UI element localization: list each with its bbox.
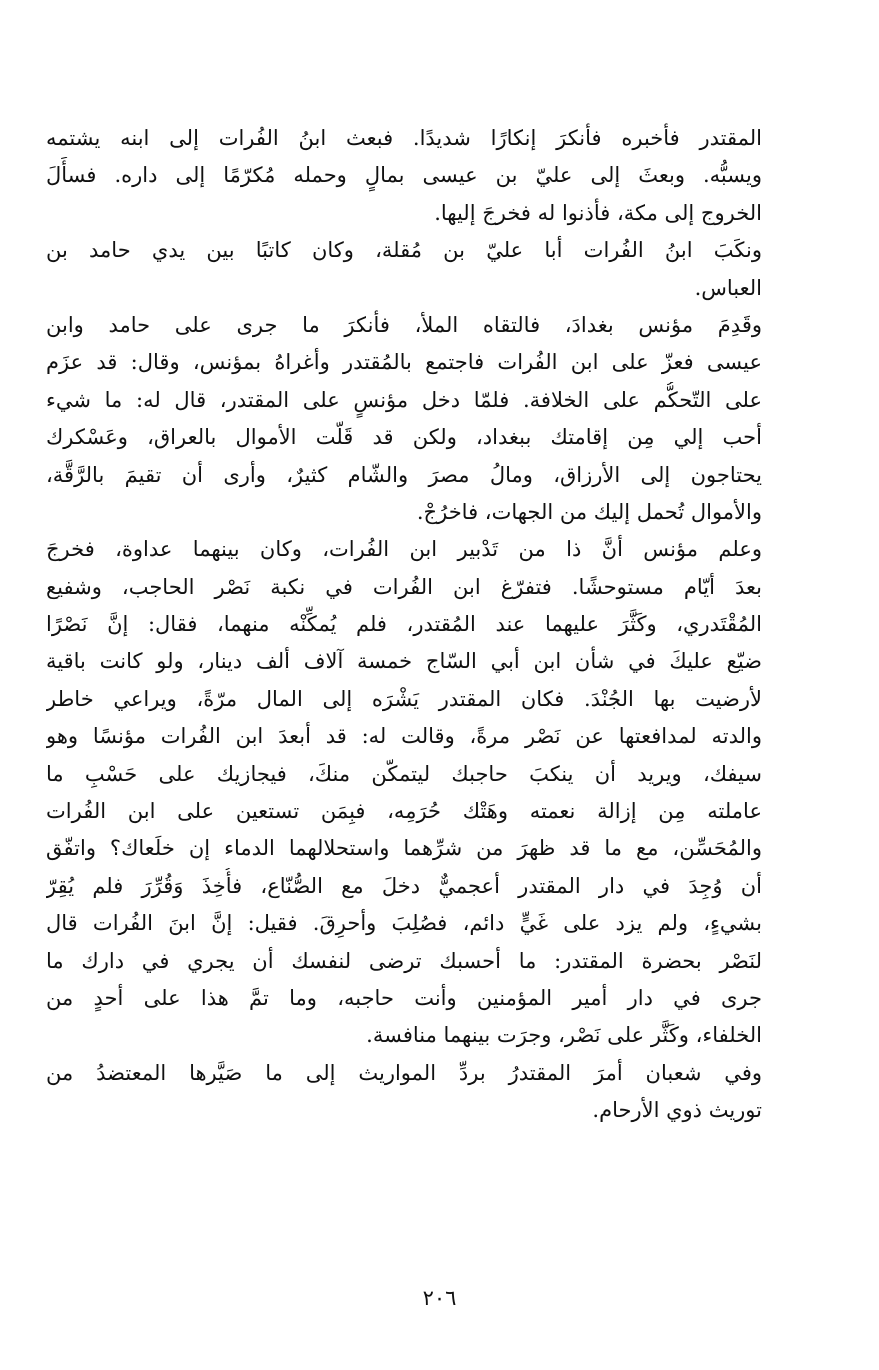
text-line: وفي شعبان أمرَ المقتدرُ بردِّ المواريث إلى ما صَيَّرها المعتضدُ من xyxy=(46,1060,762,1085)
text-line: على التّحكُّم على الخلافة. فلمّا دخل مؤنسٍ على المقتدر، قال له: ما شيء xyxy=(46,387,762,412)
text-line: يحتاجون إلى الأرزاق، ومالُ مصرَ والشّام كثيرٌ، وأرى أن تقيمَ بالرَّقَّة، xyxy=(46,462,762,487)
text-line: والمُحَسِّن، مع ما قد ظهرَ من شرِّهما واستحلالهما الدماء إن خلَعاك؟ واتفّق xyxy=(46,836,762,861)
text-line: ويسبُّه. وبعثَ إلى عليّ بن عيسى بمالٍ وحمله مُكرّمًا إلى داره. فسأَلَ xyxy=(46,163,762,188)
page-number: ٢٠٦ xyxy=(422,1286,457,1310)
text-line: عاملته مِن إزالة نعمته وهَتْك حُرَمِه، فبِمَن تستعين على ابن الفُرات xyxy=(46,799,762,824)
text-line: ضيّع عليكَ في شأن ابن أبي السّاج خمسة آلاف ألف دينار، ولو كانت باقية xyxy=(46,649,762,674)
text-line: جرى في دار أمير المؤمنين وأنت حاجبه، وما تمَّ هذا على أحدٍ من xyxy=(46,985,762,1010)
text-line: وقَدِمَ مؤنس بغدادَ، فالتقاه الملأ، فأنكرَ ما جرى على حامد وابن xyxy=(46,312,762,337)
text-line: لأرضيت بها الجُنْدَ. فكان المقتدر يَشْرَه إلى المال مرّةً، ويراعي خاطر xyxy=(46,686,762,711)
text-line: أحب إلي مِن إقامتك ببغداد، ولكن قد قَلّت الأموال بالعراق، وعَسْكرك xyxy=(46,425,762,450)
text-line: العباس. xyxy=(694,275,762,300)
text-line: والدته لمدافعتها عن نَصْر مرةً، وقالت له: قد أبعدَ ابن الفُرات مؤنسًا وهو xyxy=(46,724,762,749)
text-line: والأموال تُحمل إليك من الجهات، فاخرُجْ. xyxy=(416,499,762,524)
text-block xyxy=(46,120,762,1240)
text-line: المقتدر فأخبره فأنكرَ إنكارًا شديدًا. فبعث ابنُ الفُرات إلى ابنه يشتمه xyxy=(46,126,762,150)
text-line: لنَصْر بحضرة المقتدر: ما أحسبك ترضى لنفسك أن يجري في دارك ما xyxy=(46,948,762,973)
text-line: بعدَ أيّام مستوحشًا. فتفرّغ ابن الفُرات في نكبة نَصْر الحاجب، وشفيع xyxy=(46,574,762,599)
text-line: سيفك، ويريد أن ينكبَ حاجبك ليتمكّن منكَ، فيجازيك على حَسْبِ ما xyxy=(46,761,762,786)
text-line: أن وُجِدَ في دار المقتدر أعجميٌّ دخلَ مع الصُّنّاع، فأُخِذَ وَقُرِّرَ فلم يُقِرّ xyxy=(46,873,762,898)
text-line: عيسى فعزّ على ابن الفُرات فاجتمع بالمُقتدر وأغراهُ بمؤنس، وقال: قد عزَم xyxy=(46,350,762,375)
text-line: ونكَبَ ابنُ الفُرات أبا عليّ بن مُقلة، وكان كاتبًا بين يدي حامد بن xyxy=(46,238,762,263)
text-line: الخلفاء، وكَثَّر على نَصْر، وجرَت بينهما منافسة. xyxy=(366,1023,762,1048)
text-line: المُقْتَدري، وكَثَّرَ عليهما عند المُقتدر، فلم يُمكِّنْه منهما، فقال: إنَّ نَصْرًا xyxy=(46,612,762,637)
text-line: بشيءٍ، ولم يزد على غَيٍّ دائم، فصُلِبَ وأحرِقَ. فقيل: إنَّ ابنَ الفُرات قال xyxy=(46,911,762,936)
text-line: توريث ذوي الأرحام. xyxy=(592,1098,762,1123)
text-line: وعلم مؤنس أنَّ ذا من تَدْبير ابن الفُرات، وكان بينهما عداوة، فخرجَ xyxy=(46,537,762,562)
text-line: الخروج إلى مكة، فأذنوا له فخرجَ إليها. xyxy=(434,200,762,225)
